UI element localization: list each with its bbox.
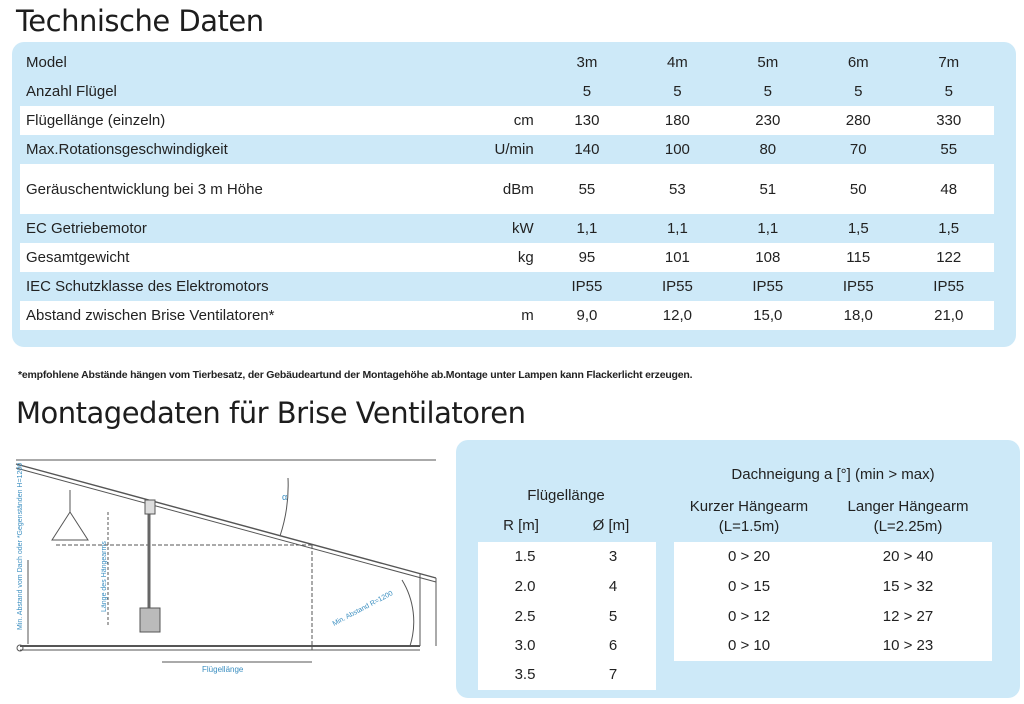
motor-housing (140, 608, 160, 632)
spec-row-unit: cm (461, 106, 542, 135)
lamp-shape (52, 512, 88, 540)
spec-cell: IP55 (933, 278, 965, 295)
spec-cell: 18,0 (813, 301, 903, 330)
kurz-value: 0 > 15 (727, 578, 771, 595)
dach-header: Dachneigung a [°] (min > max) (731, 466, 935, 483)
spec-row-label: Anzahl Flügel (26, 83, 117, 100)
spec-row-label: Geräuschentwicklung bei 3 m Höhe (20, 164, 461, 214)
angle-row (674, 631, 992, 661)
title-montagedaten: Montagedaten für Brise Ventilatoren (16, 396, 526, 430)
min-clearance-label: Min. Abstand R=1200 (331, 590, 395, 628)
spec-table (20, 48, 994, 330)
r-value: 2.5 (514, 608, 536, 625)
r-d-row (478, 602, 656, 632)
title-technische-daten: Technische Daten (16, 4, 264, 38)
spec-cell: 1,1 (666, 220, 688, 237)
spec-cell: 1,5 (938, 220, 960, 237)
left-dimension-label: Min. Abstand vom Dach oder *Gegenständen H=1200 (17, 462, 24, 630)
d-value: 6 (608, 637, 618, 654)
d-value: 4 (608, 578, 618, 595)
spec-cell: 48 (903, 164, 994, 214)
lang-value: 15 > 32 (882, 578, 934, 595)
roof-line (16, 464, 436, 578)
spec-header-unit (461, 48, 542, 77)
spec-header-label: Model (26, 54, 67, 71)
spec-row (20, 272, 994, 301)
spec-header-row (20, 48, 994, 77)
spec-cell: 12,0 (632, 301, 722, 330)
spec-cell: 122 (903, 243, 994, 272)
spec-cell: 140 (574, 141, 600, 158)
spec-cell: 1,5 (847, 220, 869, 237)
spec-row-label: EC Getriebemotor (26, 220, 147, 237)
kurz-sub: (L=1.5m) (718, 518, 780, 535)
spec-cell: 50 (813, 164, 903, 214)
angle-arc (280, 478, 288, 536)
spec-row-label: IEC Schutzklasse des Elektromotors (26, 278, 269, 295)
spec-cell: 180 (632, 106, 722, 135)
lang-value: 10 > 23 (882, 637, 934, 654)
spec-cell: 70 (849, 141, 867, 158)
spec-cell: IP55 (571, 278, 603, 295)
fluegel-header: Flügellänge (527, 487, 605, 504)
spec-row-unit (461, 272, 542, 301)
spec-row-unit: U/min (494, 141, 534, 158)
spec-cell: 51 (723, 164, 813, 214)
spec-row-unit: kW (512, 220, 534, 237)
r-d-row (478, 660, 656, 690)
spec-row (20, 214, 994, 243)
spec-header-model: 4m (666, 54, 688, 71)
spec-row-unit (461, 77, 542, 106)
spec-row-unit: dBm (461, 164, 542, 214)
spec-cell: 280 (813, 106, 903, 135)
spec-cell: 53 (632, 164, 722, 214)
spec-cell: 5 (673, 83, 682, 100)
spec-row-label: Gesamtgewicht (20, 243, 461, 272)
angle-row (674, 572, 992, 602)
spec-row-unit: kg (461, 243, 542, 272)
spec-row-label: Flügellänge (einzeln) (20, 106, 461, 135)
spec-cell: 108 (723, 243, 813, 272)
spec-row (20, 77, 994, 106)
spec-row-label: Abstand zwischen Brise Ventilatoren* (20, 301, 461, 330)
spec-cell: IP55 (842, 278, 874, 295)
spec-header-model: 6m (847, 54, 869, 71)
spec-cell: 1,1 (576, 220, 598, 237)
r-d-row (478, 542, 656, 572)
spec-cell: 101 (632, 243, 722, 272)
r-value: 2.0 (514, 578, 536, 595)
ceiling-mount (145, 500, 155, 514)
spec-header-model: 5m (757, 54, 779, 71)
r-value: 3.5 (514, 666, 536, 683)
d-value: 7 (608, 666, 618, 683)
spec-cell: 55 (542, 164, 632, 214)
kurz-header: Kurzer Hängearm (689, 498, 809, 515)
r-d-row (478, 631, 656, 661)
r-value: 1.5 (514, 548, 536, 565)
spec-row (20, 301, 994, 330)
spec-cell: 330 (903, 106, 994, 135)
blade-length-label: Flügellänge (202, 665, 244, 674)
spec-cell: 9,0 (542, 301, 632, 330)
kurz-value: 0 > 20 (727, 548, 771, 565)
roof-line-inner (16, 468, 436, 582)
spec-row (20, 135, 994, 164)
spec-cell: 130 (542, 106, 632, 135)
spec-cell: 115 (813, 243, 903, 272)
clearance-arc (402, 580, 414, 646)
spec-cell: 95 (542, 243, 632, 272)
spec-row-label: Max.Rotationsgeschwindigkeit (26, 141, 228, 158)
spec-cell: 5 (944, 83, 953, 100)
spec-row-unit: m (461, 301, 542, 330)
angle-row (674, 542, 992, 572)
kurz-value: 0 > 12 (727, 608, 771, 625)
footnote: *empfohlene Abstände hängen vom Tierbesatz, der Gebäudeartund der Montagehöhe ab.Montage unter Lampen kann Flackerlicht erzeugen. (18, 369, 693, 381)
spec-cell: 15,0 (723, 301, 813, 330)
spec-cell: 5 (763, 83, 772, 100)
spec-cell: 1,1 (757, 220, 779, 237)
spec-row (20, 106, 994, 135)
lang-sub: (L=2.25m) (873, 518, 943, 535)
alpha-label: α (282, 492, 288, 502)
spec-header-model: 3m (576, 54, 598, 71)
lang-header: Langer Hängearm (847, 498, 969, 515)
spec-cell: 21,0 (903, 301, 994, 330)
r-value: 3.0 (514, 637, 536, 654)
spec-cell: IP55 (752, 278, 784, 295)
spec-cell: 230 (723, 106, 813, 135)
spec-cell: 80 (759, 141, 777, 158)
angle-row (674, 602, 992, 632)
arm-length-label: Länge des Hängearms (101, 541, 108, 612)
r-header: R [m] (503, 517, 539, 534)
d-value: 5 (608, 608, 618, 625)
spec-row (20, 243, 994, 272)
mounting-diagram (12, 450, 442, 680)
spec-cell: 100 (664, 141, 690, 158)
lang-value: 20 > 40 (882, 548, 934, 565)
kurz-value: 0 > 10 (727, 637, 771, 654)
spec-row (20, 164, 994, 214)
spec-cell: IP55 (661, 278, 693, 295)
spec-cell: 5 (582, 83, 592, 100)
lang-value: 12 > 27 (882, 608, 934, 625)
d-header: Ø [m] (592, 517, 630, 534)
spec-cell: 5 (854, 83, 863, 100)
d-value: 3 (608, 548, 618, 565)
spec-header-model: 7m (938, 54, 960, 71)
spec-cell: 55 (940, 141, 958, 158)
r-d-row (478, 572, 656, 602)
